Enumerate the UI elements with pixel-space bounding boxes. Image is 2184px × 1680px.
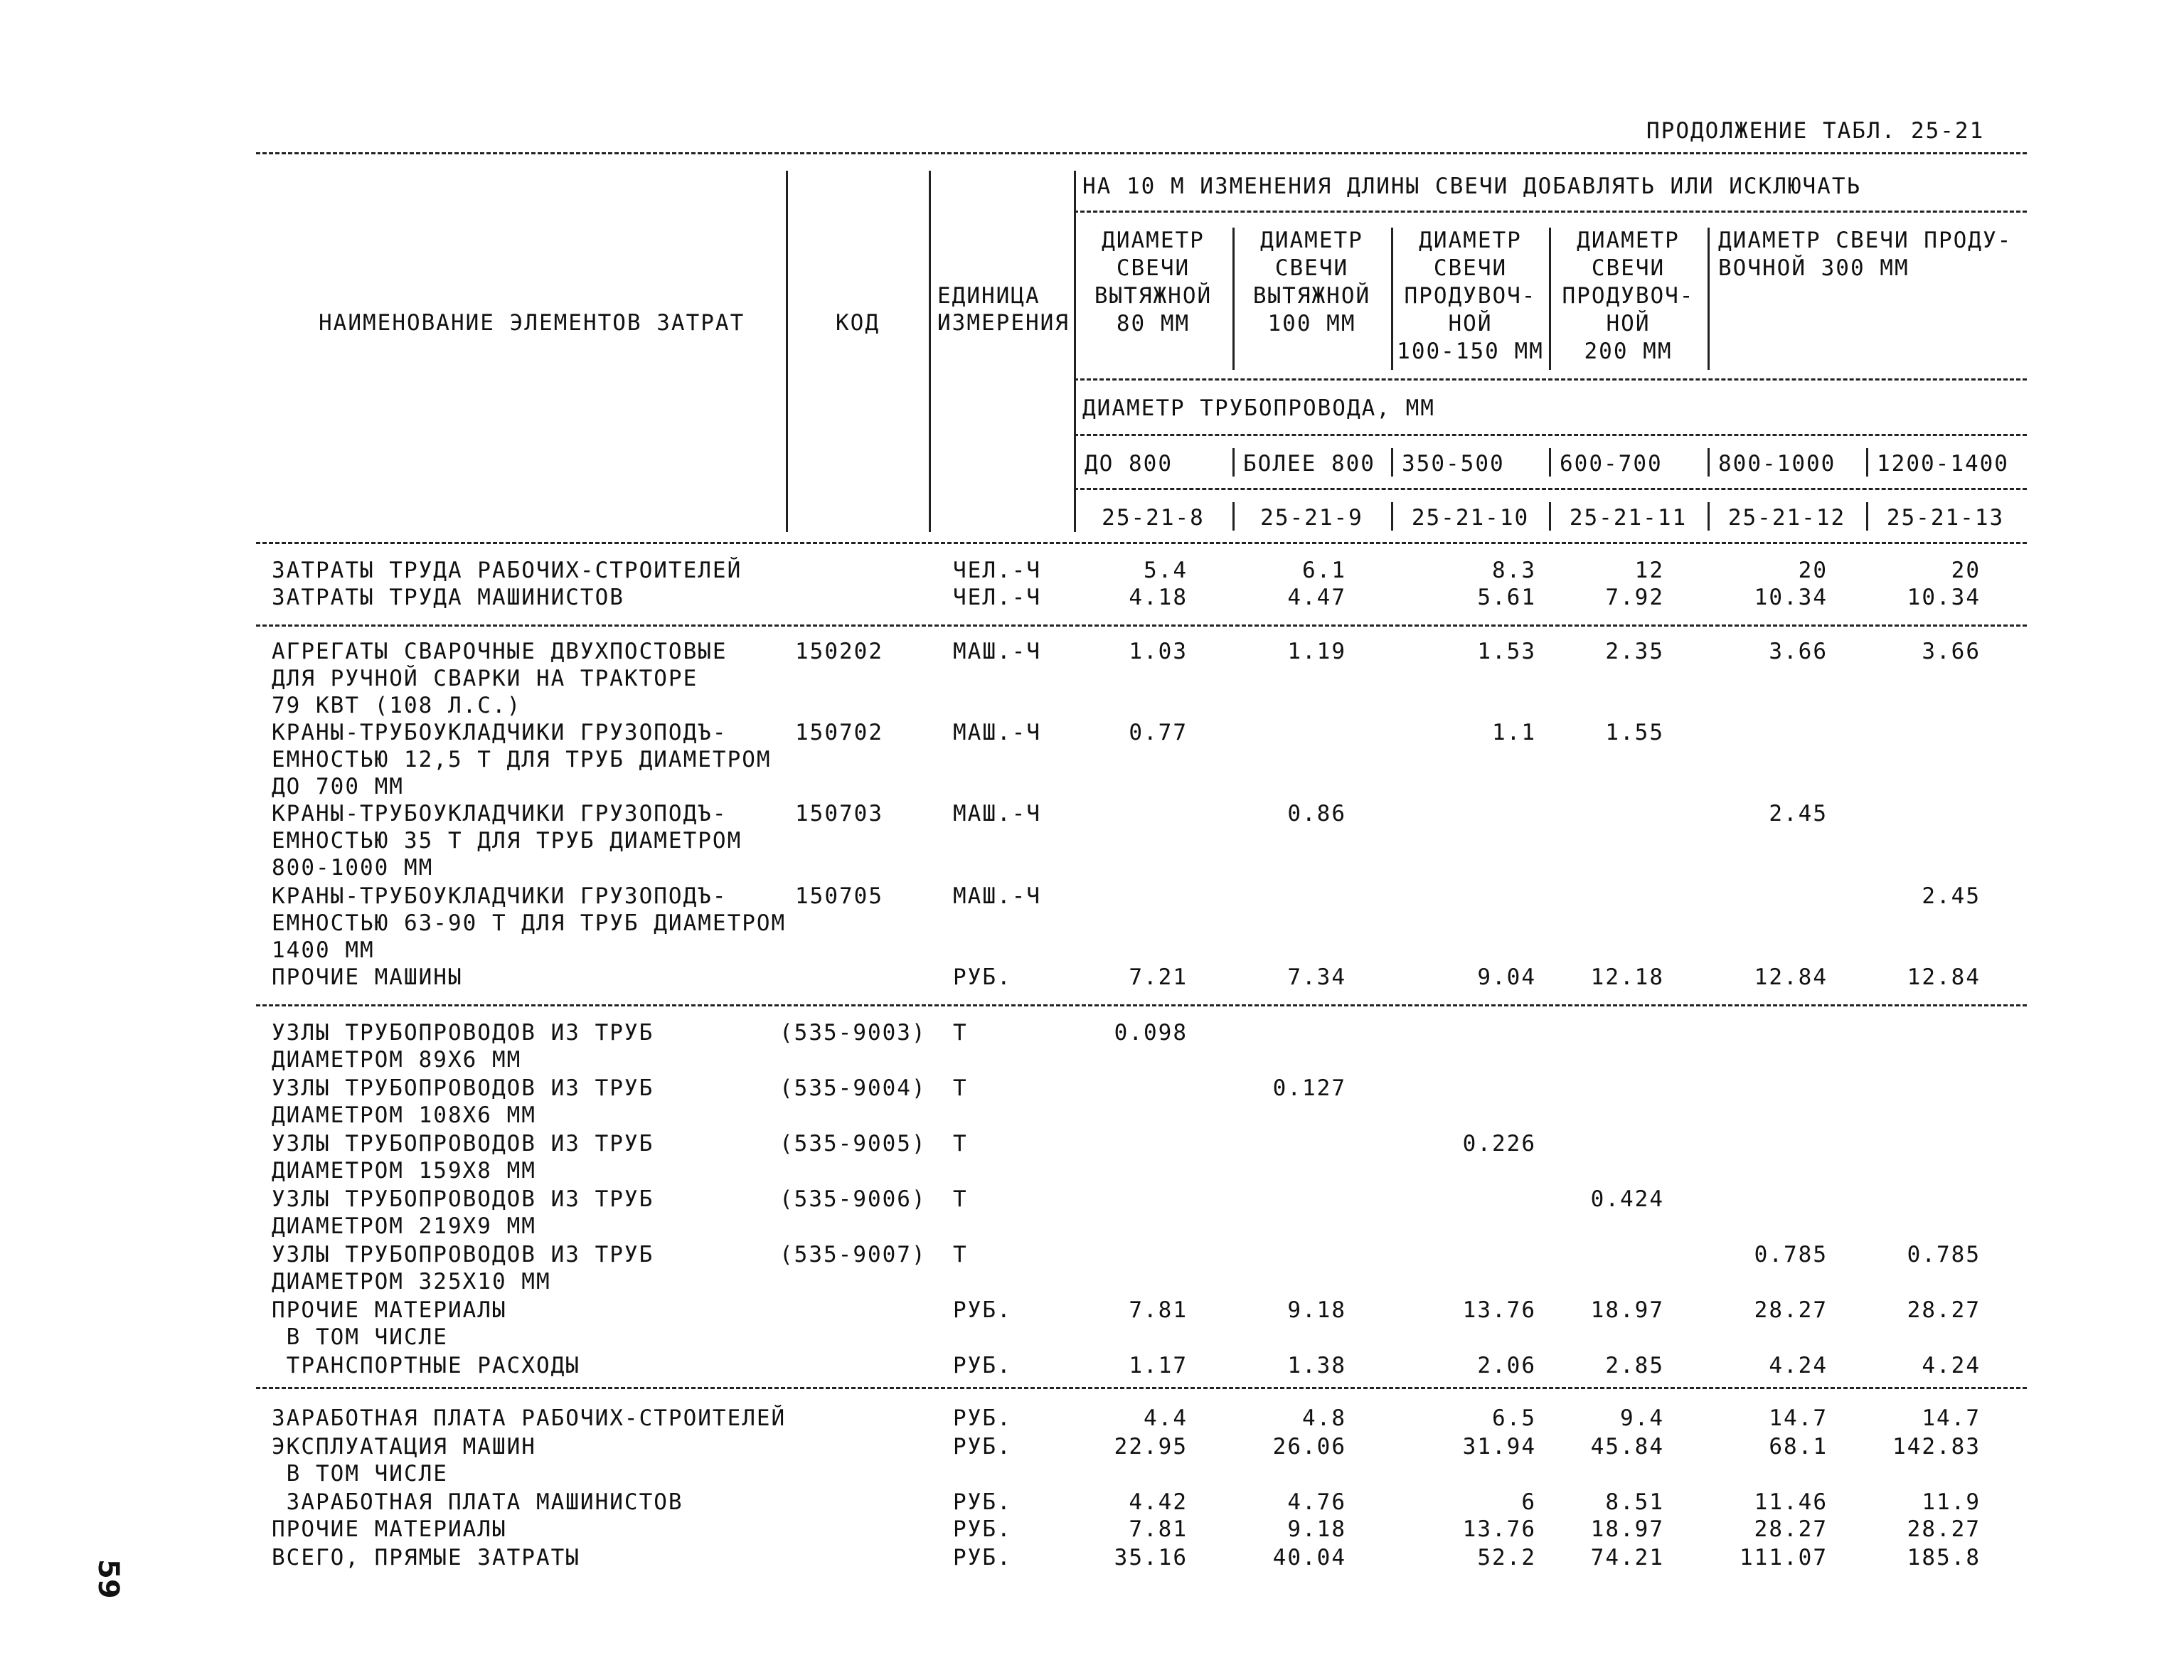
value-cell: 28.27: [1907, 1516, 1981, 1542]
value-cell: 13.76: [1462, 1297, 1536, 1323]
value-cell: 10.34: [1907, 585, 1981, 610]
name-column-header: НАИМЕНОВАНИЕ ЭЛЕМЕНТОВ ЗАТРАТ: [319, 310, 745, 336]
unit-of-measure: МАШ.-Ч: [953, 883, 1041, 909]
price-code: 25-21-13: [1886, 505, 2005, 531]
unit-of-measure: РУБ.: [953, 1353, 1012, 1378]
column-description-line: ДИАМЕТР: [1419, 228, 1522, 253]
value-cell: 22.95: [1114, 1434, 1188, 1460]
resource-code: (535-9003): [779, 1020, 927, 1046]
value-cell: 4.42: [1129, 1489, 1188, 1515]
cost-item-name: УЗЛЫ ТРУБОПРОВОДОВ ИЗ ТРУБ: [272, 1020, 654, 1046]
value-cell: 0.785: [1907, 1242, 1981, 1267]
value-cell: 10.34: [1754, 585, 1828, 610]
cost-item-name: ДИАМЕТРОМ 89Х6 ММ: [272, 1047, 522, 1073]
value-cell: 1.17: [1129, 1353, 1188, 1378]
cost-item-name: ДИАМЕТРОМ 325Х10 ММ: [272, 1269, 551, 1294]
code-row-rule: [1074, 488, 2027, 490]
unit-of-measure: РУБ.: [953, 1434, 1012, 1460]
code-unit-divider: [929, 171, 931, 532]
value-cell: 6: [1521, 1489, 1536, 1515]
column-description-line: ДИАМЕТР: [1102, 228, 1205, 253]
value-cell: 2.06: [1477, 1353, 1536, 1378]
value-cell: 11.9: [1922, 1489, 1981, 1515]
value-cell: 0.424: [1590, 1186, 1664, 1212]
column-description-line: ДИАМЕТР СВЕЧИ ПРОДУ-: [1718, 228, 2013, 253]
value-cell: 3.66: [1769, 639, 1828, 664]
unit-of-measure: МАШ.-Ч: [953, 801, 1041, 826]
value-cell: 18.97: [1590, 1297, 1664, 1323]
resource-code: 150705: [795, 883, 883, 909]
section-rule-machines: [256, 1004, 2027, 1006]
cost-item-name: ПРОЧИЕ МАШИНЫ: [272, 964, 463, 990]
cost-item-name: ЗАТРАТЫ ТРУДА МАШИНИСТОВ: [272, 585, 624, 610]
cost-item-name: ЕМНОСТЬЮ 35 Т ДЛЯ ТРУБ ДИАМЕТРОМ: [272, 828, 742, 854]
table-top-rule: [256, 152, 2027, 154]
value-cell: 0.098: [1114, 1020, 1188, 1046]
column-description-line: СВЕЧИ: [1274, 255, 1349, 281]
price-code: 25-21-9: [1260, 505, 1363, 531]
column-description-line: ВЫТЯЖНОЙ: [1094, 283, 1213, 309]
value-cell: 142.83: [1892, 1434, 1981, 1460]
pipe-header-rule: [1074, 378, 2027, 381]
price-code: 25-21-8: [1102, 505, 1205, 531]
cost-item-name: В ТОМ ЧИСЛЕ: [272, 1324, 448, 1350]
value-cell: 68.1: [1769, 1434, 1828, 1460]
value-cell: 7.92: [1605, 585, 1664, 610]
unit-of-measure: Т: [953, 1075, 968, 1101]
value-cell: 0.226: [1462, 1131, 1536, 1157]
resource-code: (535-9007): [779, 1242, 927, 1267]
column-description-line: ПРОДУВОЧ-: [1562, 283, 1695, 309]
pipe-diameter-range: 1200-1400: [1877, 451, 2009, 477]
unit-of-measure: ЧЕЛ.-Ч: [953, 585, 1041, 610]
value-cell: 9.4: [1620, 1405, 1664, 1431]
value-cell: 1.1: [1492, 720, 1536, 745]
resource-code: 150702: [795, 720, 883, 745]
value-cell: 2.45: [1769, 801, 1828, 826]
column-description-line: НОЙ: [1448, 311, 1493, 336]
code-column-header: КОД: [836, 310, 880, 336]
value-cell: 0.77: [1129, 720, 1188, 745]
resource-code: 150202: [795, 639, 883, 664]
value-cell: 12.18: [1590, 964, 1664, 990]
value-cell: 74.21: [1590, 1545, 1664, 1570]
unit-of-measure: РУБ.: [953, 1405, 1012, 1431]
cost-item-name: ЕМНОСТЬЮ 12,5 Т ДЛЯ ТРУБ ДИАМЕТРОМ: [272, 747, 772, 772]
cost-item-name: ТРАНСПОРТНЫЕ РАСХОДЫ: [272, 1353, 580, 1378]
value-cell: 5.4: [1144, 558, 1188, 583]
value-cell: 9.04: [1477, 964, 1536, 990]
pipe-divider-2: [1391, 448, 1393, 477]
pipe-divider-3: [1549, 448, 1551, 477]
section-rule-labor: [256, 624, 2027, 627]
pipe-diameter-range: ДО 800: [1085, 451, 1173, 477]
name-code-divider: [786, 171, 788, 532]
unit-values-divider: [1074, 171, 1076, 532]
value-cell: 5.61: [1477, 585, 1536, 610]
cost-item-name: ДИАМЕТРОМ 219Х9 ММ: [272, 1213, 536, 1239]
cost-item-name: ПРОЧИЕ МАТЕРИАЛЫ: [272, 1516, 507, 1542]
unit-of-measure: МАШ.-Ч: [953, 720, 1041, 745]
value-cell: 13.76: [1462, 1516, 1536, 1542]
pipe-diameter-range: 350-500: [1402, 451, 1505, 477]
value-cell: 7.81: [1129, 1516, 1188, 1542]
value-cell: 12.84: [1907, 964, 1981, 990]
page-number: 59: [92, 1559, 124, 1599]
pipe-values-rule: [1074, 434, 2027, 436]
value-cell: 111.07: [1740, 1545, 1828, 1570]
column-description-line: 80 ММ: [1116, 311, 1190, 336]
pipe-divider-1: [1232, 448, 1235, 477]
value-cell: 4.18: [1129, 585, 1188, 610]
column-description-line: СВЕЧИ: [1433, 255, 1508, 281]
cost-item-name: В ТОМ ЧИСЛЕ: [272, 1461, 448, 1487]
value-cell: 7.34: [1287, 964, 1346, 990]
value-cell: 8.51: [1605, 1489, 1664, 1515]
cost-item-name: УЗЛЫ ТРУБОПРОВОДОВ ИЗ ТРУБ: [272, 1186, 654, 1212]
value-cell: 4.24: [1769, 1353, 1828, 1378]
value-cell: 20: [1798, 558, 1828, 583]
column-description-line: ВОЧНОЙ 300 ММ: [1718, 255, 1909, 281]
column-description-line: ПРОДУВОЧ-: [1404, 283, 1537, 309]
value-cell: 1.53: [1477, 639, 1536, 664]
value-cell: 2.45: [1922, 883, 1981, 909]
value-cell: 2.35: [1605, 639, 1664, 664]
cost-item-name: ЕМНОСТЬЮ 63-90 Т ДЛЯ ТРУБ ДИАМЕТРОМ: [272, 910, 787, 936]
value-cell: 28.27: [1907, 1297, 1981, 1323]
unit-of-measure: РУБ.: [953, 1297, 1012, 1323]
cost-item-name: ЗАРАБОТНАЯ ПЛАТА РАБОЧИХ-СТРОИТЕЛЕЙ: [272, 1405, 787, 1431]
value-cell: 4.4: [1144, 1405, 1188, 1431]
cost-item-name: ЭКСПЛУАТАЦИЯ МАШИН: [272, 1434, 536, 1460]
unit-of-measure: Т: [953, 1131, 968, 1157]
unit-of-measure: РУБ.: [953, 1516, 1012, 1542]
cost-item-name: УЗЛЫ ТРУБОПРОВОДОВ ИЗ ТРУБ: [272, 1131, 654, 1157]
head-bottom-rule: [256, 542, 2027, 544]
unit-of-measure: РУБ.: [953, 964, 1012, 990]
price-code: 25-21-11: [1569, 505, 1688, 531]
unit-of-measure: РУБ.: [953, 1489, 1012, 1515]
price-code: 25-21-10: [1411, 505, 1530, 531]
column-description-line: НОЙ: [1606, 311, 1651, 336]
pipe-divider-5: [1866, 448, 1868, 477]
cost-item-name: УЗЛЫ ТРУБОПРОВОДОВ ИЗ ТРУБ: [272, 1075, 654, 1101]
value-cell: 1.55: [1605, 720, 1664, 745]
value-cell: 3.66: [1922, 639, 1981, 664]
continuation-label: ПРОДОЛЖЕНИЕ ТАБЛ. 25-21: [1646, 118, 1985, 144]
value-cell: 2.85: [1605, 1353, 1664, 1378]
column-description-line: 100-150 ММ: [1397, 339, 1544, 364]
value-cell: 9.18: [1287, 1297, 1346, 1323]
pipe-diameter-header: ДИАМЕТР ТРУБОПРОВОДА, ММ: [1082, 395, 1435, 421]
value-cell: 31.94: [1462, 1434, 1536, 1460]
value-cell: 0.127: [1272, 1075, 1346, 1101]
cost-item-name: ЗАРАБОТНАЯ ПЛАТА МАШИНИСТОВ: [272, 1489, 683, 1515]
unit-of-measure: РУБ.: [953, 1545, 1012, 1570]
value-cell: 20: [1951, 558, 1981, 583]
column-description-line: СВЕЧИ: [1116, 255, 1190, 281]
cost-item-name: ПРОЧИЕ МАТЕРИАЛЫ: [272, 1297, 507, 1323]
value-cell: 185.8: [1907, 1545, 1981, 1570]
cost-item-name: КРАНЫ-ТРУБОУКЛАДЧИКИ ГРУЗОПОДЪ-: [272, 801, 728, 826]
column-description-line: СВЕЧИ: [1591, 255, 1666, 281]
pipe-diameter-range: 600-700: [1560, 451, 1663, 477]
pipe-diameter-range: 800-1000: [1718, 451, 1836, 477]
cost-item-name: КРАНЫ-ТРУБОУКЛАДЧИКИ ГРУЗОПОДЪ-: [272, 883, 728, 909]
value-cell: 26.06: [1272, 1434, 1346, 1460]
value-cell: 4.8: [1302, 1405, 1346, 1431]
unit-column-header-line2: ИЗМЕРЕНИЯ: [937, 310, 1070, 336]
cost-item-name: ДИАМЕТРОМ 159Х8 ММ: [272, 1158, 536, 1184]
column-description-line: ДИАМЕТР: [1260, 228, 1363, 253]
value-cell: 1.38: [1287, 1353, 1346, 1378]
value-cell: 1.03: [1129, 639, 1188, 664]
unit-of-measure: Т: [953, 1186, 968, 1212]
value-cell: 0.86: [1287, 801, 1346, 826]
unit-of-measure: Т: [953, 1020, 968, 1046]
value-cell: 18.97: [1590, 1516, 1664, 1542]
cost-item-name: 1400 ММ: [272, 937, 375, 963]
value-cell: 6.1: [1302, 558, 1346, 583]
value-cell: 9.18: [1287, 1516, 1346, 1542]
resource-code: (535-9004): [779, 1075, 927, 1101]
value-cell: 12.84: [1754, 964, 1828, 990]
cost-item-name: 800-1000 ММ: [272, 855, 434, 881]
section-rule-materials: [256, 1387, 2027, 1389]
column-description-line: ДИАМЕТР: [1577, 228, 1680, 253]
value-cell: 7.21: [1129, 964, 1188, 990]
value-cell: 12: [1634, 558, 1664, 583]
value-cell: 28.27: [1754, 1297, 1828, 1323]
cost-item-name: ДИАМЕТРОМ 108Х6 ММ: [272, 1102, 536, 1128]
value-cell: 14.7: [1922, 1405, 1981, 1431]
value-cell: 4.47: [1287, 585, 1346, 610]
cost-item-name: УЗЛЫ ТРУБОПРОВОДОВ ИЗ ТРУБ: [272, 1242, 654, 1267]
resource-code: (535-9006): [779, 1186, 927, 1212]
cost-item-name: 79 КВТ (108 Л.С.): [272, 693, 522, 718]
column-description-line: 200 ММ: [1584, 339, 1673, 364]
cost-item-name: ЗАТРАТЫ ТРУДА РАБОЧИХ-СТРОИТЕЛЕЙ: [272, 558, 742, 583]
cost-item-name: ДЛЯ РУЧНОЙ СВАРКИ НА ТРАКТОРЕ: [272, 666, 698, 691]
value-cell: 11.46: [1754, 1489, 1828, 1515]
value-cell: 52.2: [1477, 1545, 1536, 1570]
column-description-line: ВЫТЯЖНОЙ: [1252, 283, 1371, 309]
value-cell: 0.785: [1754, 1242, 1828, 1267]
value-cell: 6.5: [1492, 1405, 1536, 1431]
price-code: 25-21-12: [1727, 505, 1846, 531]
resource-code: (535-9005): [779, 1131, 927, 1157]
value-cell: 40.04: [1272, 1545, 1346, 1570]
resource-code: 150703: [795, 801, 883, 826]
cost-item-name: ДО 700 ММ: [272, 774, 404, 799]
group-header: НА 10 М ИЗМЕНЕНИЯ ДЛИНЫ СВЕЧИ ДОБАВЛЯТЬ ИЛИ ИСКЛЮЧАТЬ: [1082, 174, 1862, 199]
unit-column-header-line1: ЕДИНИЦА: [937, 283, 1040, 309]
unit-of-measure: МАШ.-Ч: [953, 639, 1041, 664]
cost-item-name: ВСЕГО, ПРЯМЫЕ ЗАТРАТЫ: [272, 1545, 580, 1570]
cost-item-name: КРАНЫ-ТРУБОУКЛАДЧИКИ ГРУЗОПОДЪ-: [272, 720, 728, 745]
value-cell: 8.3: [1492, 558, 1536, 583]
unit-of-measure: ЧЕЛ.-Ч: [953, 558, 1041, 583]
value-cell: 4.76: [1287, 1489, 1346, 1515]
value-cell: 4.24: [1922, 1353, 1981, 1378]
unit-of-measure: Т: [953, 1242, 968, 1267]
cost-item-name: АГРЕГАТЫ СВАРОЧНЫЕ ДВУХПОСТОВЫЕ: [272, 639, 728, 664]
pipe-diameter-range: БОЛЕЕ 800: [1243, 451, 1375, 477]
value-cell: 28.27: [1754, 1516, 1828, 1542]
col-divider-4: [1708, 228, 1710, 370]
value-cell: 1.19: [1287, 639, 1346, 664]
value-cell: 35.16: [1114, 1545, 1188, 1570]
group-header-rule: [1074, 211, 2027, 213]
column-description-line: 100 ММ: [1267, 311, 1356, 336]
value-cell: 7.81: [1129, 1297, 1188, 1323]
pipe-divider-4: [1708, 448, 1710, 477]
value-cell: 14.7: [1769, 1405, 1828, 1431]
value-cell: 45.84: [1590, 1434, 1664, 1460]
